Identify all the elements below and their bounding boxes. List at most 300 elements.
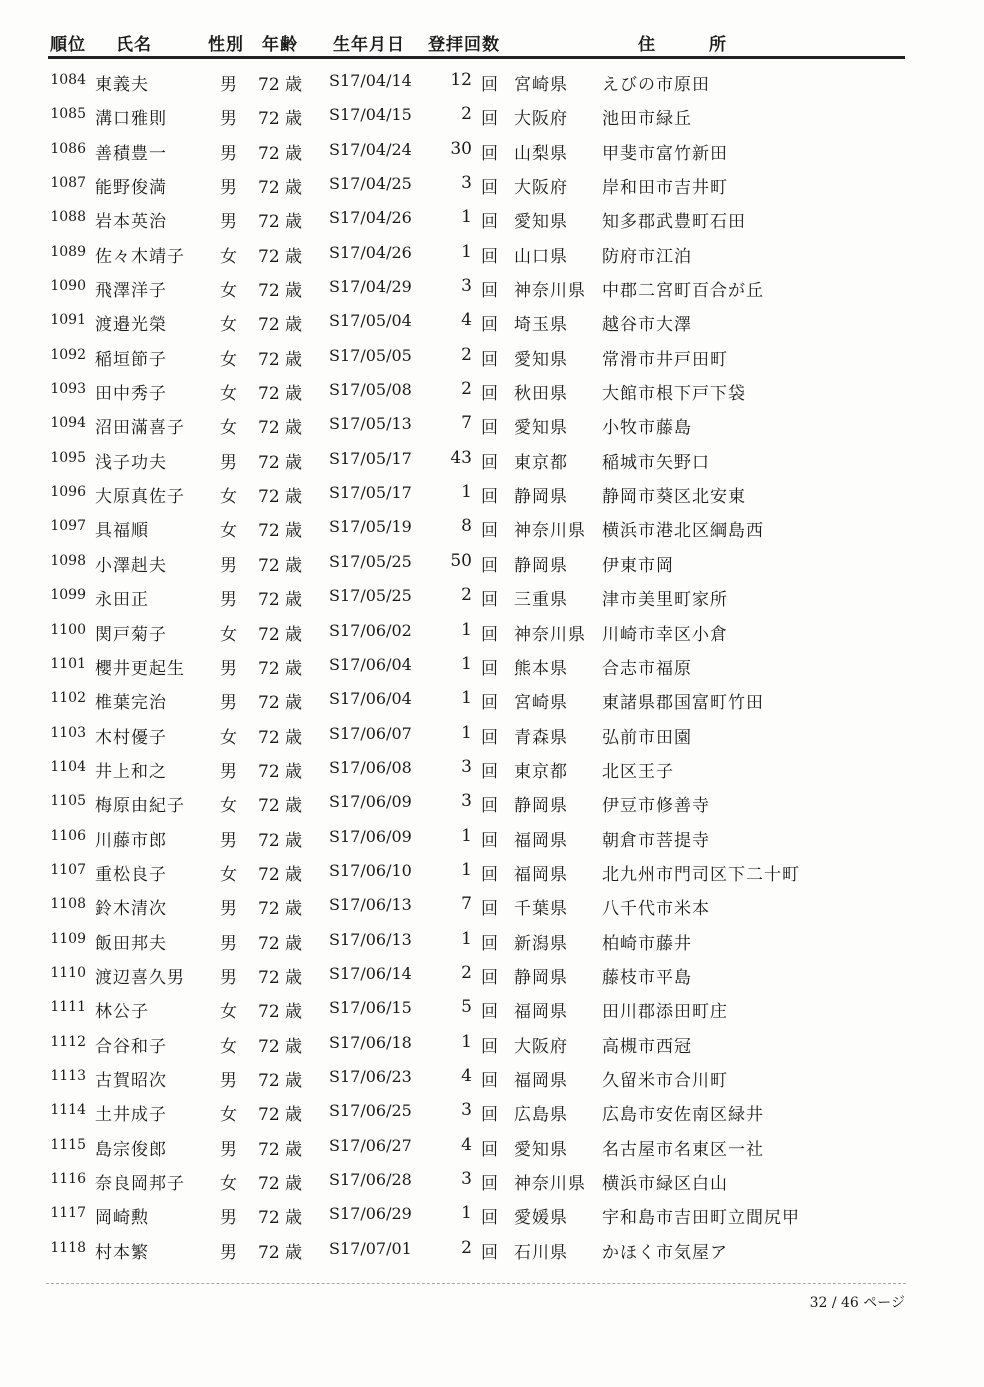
row-name: 東義夫 — [95, 75, 149, 95]
row-count: 7 — [461, 894, 472, 915]
row-prefecture: 愛知県 — [514, 1139, 568, 1160]
table-row — [0, 304, 984, 338]
row-birth: S17/06/23 — [329, 1066, 412, 1086]
row-count: 1 — [461, 688, 472, 709]
row-name: 櫻井更起生 — [95, 658, 185, 679]
row-count: 4 — [461, 310, 472, 331]
row-sex: 男 — [220, 109, 237, 130]
row-count-unit: 回 — [481, 418, 498, 439]
table-row — [0, 614, 984, 648]
header-rank: 順位 — [50, 35, 86, 55]
row-rank: 1094 — [50, 415, 86, 432]
table-row — [0, 923, 984, 957]
row-count-unit: 回 — [481, 967, 498, 988]
row-sex: 女 — [220, 1105, 237, 1126]
row-name: 永田正 — [95, 590, 149, 611]
row-city: 東諸県郡国富町竹田 — [602, 693, 764, 714]
row-count: 1 — [461, 619, 472, 640]
row-city: 朝倉市菩提寺 — [602, 830, 710, 851]
row-rank: 1117 — [50, 1205, 86, 1222]
row-birth: S17/06/13 — [329, 929, 412, 949]
row-rank: 1086 — [50, 140, 86, 157]
row-count-unit: 回 — [481, 761, 498, 782]
row-birth: S17/06/13 — [329, 895, 412, 915]
row-birth: S17/04/29 — [329, 277, 412, 297]
row-count-unit: 回 — [481, 1105, 498, 1126]
row-prefecture: 青森県 — [514, 727, 568, 748]
row-prefecture: 愛知県 — [514, 349, 568, 370]
row-age: 72 歳 — [258, 658, 303, 679]
row-sex: 男 — [220, 143, 237, 164]
row-name: 飯田邦夫 — [95, 933, 167, 954]
row-count: 2 — [461, 379, 472, 400]
row-name: 沼田滿喜子 — [95, 418, 185, 439]
row-count-unit: 回 — [481, 1139, 498, 1160]
row-count: 4 — [461, 1134, 472, 1155]
row-age: 72 歳 — [258, 864, 303, 885]
row-name: 溝口雅則 — [95, 109, 167, 130]
row-sex: 男 — [220, 1070, 237, 1091]
row-sex: 女 — [220, 384, 237, 405]
row-count-unit: 回 — [481, 1208, 498, 1229]
row-prefecture: 静岡県 — [514, 487, 568, 508]
row-prefecture: 神奈川県 — [514, 281, 586, 302]
row-city: 久留米市合川町 — [602, 1070, 728, 1091]
row-sex: 女 — [220, 1174, 237, 1194]
row-city: 川崎市幸区小倉 — [602, 624, 728, 645]
row-rank: 1099 — [50, 587, 86, 604]
row-sex: 女 — [220, 349, 237, 370]
footer-divider — [46, 1283, 906, 1284]
row-count-unit: 回 — [481, 75, 498, 95]
row-birth: S17/04/26 — [329, 208, 412, 228]
row-birth: S17/06/02 — [329, 620, 412, 640]
row-name: 田中秀子 — [95, 384, 167, 405]
row-birth: S17/06/25 — [329, 1101, 412, 1121]
row-age: 72 歳 — [258, 1002, 303, 1023]
row-count: 1 — [461, 241, 472, 262]
row-sex: 女 — [220, 246, 237, 267]
row-sex: 女 — [220, 864, 237, 885]
row-age: 72 歳 — [258, 555, 303, 576]
row-count-unit: 回 — [481, 281, 498, 302]
row-age: 72 歳 — [258, 452, 303, 473]
table-row — [0, 1060, 984, 1094]
row-city: 合志市福原 — [602, 658, 692, 679]
row-age: 72 歳 — [258, 143, 303, 164]
table-row — [0, 64, 984, 98]
row-city: 弘前市田園 — [602, 727, 692, 748]
row-rank: 1112 — [50, 1033, 86, 1050]
row-city: 稲城市矢野口 — [602, 452, 710, 473]
row-sex: 男 — [220, 761, 237, 782]
row-city: 甲斐市富竹新田 — [602, 143, 728, 164]
row-rank: 1087 — [50, 175, 86, 192]
row-name: 椎葉完治 — [95, 693, 167, 714]
row-count-unit: 回 — [481, 727, 498, 748]
row-sex: 男 — [220, 899, 237, 920]
row-age: 72 歳 — [258, 418, 303, 439]
row-prefecture: 新潟県 — [514, 933, 568, 954]
row-count-unit: 回 — [481, 555, 498, 576]
table-row — [0, 1129, 984, 1163]
table-row — [0, 751, 984, 785]
row-prefecture: 秋田県 — [514, 384, 568, 405]
row-city: 八千代市米本 — [602, 899, 710, 920]
table-row — [0, 648, 984, 682]
row-sex: 女 — [220, 281, 237, 302]
row-rank: 1118 — [50, 1239, 86, 1256]
row-birth: S17/04/25 — [329, 174, 412, 194]
row-birth: S17/05/08 — [329, 380, 412, 400]
row-sex: 男 — [220, 555, 237, 576]
row-city: 宇和島市吉田町立間尻甲 — [602, 1208, 800, 1229]
row-count-unit: 回 — [481, 1242, 498, 1263]
row-prefecture: 東京都 — [514, 452, 568, 473]
table-row — [0, 373, 984, 407]
row-birth: S17/05/25 — [329, 551, 412, 571]
row-count: 3 — [461, 276, 472, 297]
row-city: 常滑市井戸田町 — [602, 349, 728, 370]
row-birth: S17/06/29 — [329, 1204, 412, 1224]
row-rank: 1115 — [50, 1136, 86, 1153]
row-name: 飛澤洋子 — [95, 281, 167, 302]
row-birth: S17/06/28 — [329, 1170, 412, 1189]
row-prefecture: 神奈川県 — [514, 521, 586, 542]
row-sex: 男 — [220, 933, 237, 954]
row-birth: S17/05/13 — [329, 414, 412, 434]
row-sex: 男 — [220, 1242, 237, 1263]
row-birth: S17/06/14 — [329, 963, 412, 983]
row-count: 3 — [461, 1169, 472, 1189]
row-city: 伊豆市修善寺 — [602, 796, 710, 817]
table-row — [0, 98, 984, 132]
row-count-unit: 回 — [481, 315, 498, 336]
row-age: 72 歳 — [258, 1139, 303, 1160]
row-birth: S17/06/04 — [329, 654, 412, 674]
row-age: 72 歳 — [258, 1105, 303, 1126]
row-count-unit: 回 — [481, 521, 498, 542]
row-rank: 1107 — [50, 861, 86, 878]
row-count: 1 — [461, 1031, 472, 1052]
row-birth: S17/06/27 — [329, 1135, 412, 1155]
row-age: 72 歳 — [258, 830, 303, 851]
row-age: 72 歳 — [258, 1070, 303, 1091]
table-row — [0, 1094, 984, 1128]
table-row — [0, 991, 984, 1025]
row-city: 高槻市西冠 — [602, 1036, 692, 1057]
table-row — [0, 167, 984, 201]
row-birth: S17/06/18 — [329, 1032, 412, 1052]
row-prefecture: 山梨県 — [514, 143, 568, 164]
row-age: 72 歳 — [258, 796, 303, 817]
table-row — [0, 888, 984, 922]
row-rank: 1102 — [50, 690, 86, 707]
table-row — [0, 442, 984, 476]
row-age: 72 歳 — [258, 315, 303, 336]
table-row — [0, 579, 984, 613]
row-name: 関戸菊子 — [95, 624, 167, 645]
row-birth: S17/06/07 — [329, 723, 412, 743]
row-prefecture: 埼玉県 — [514, 315, 568, 336]
row-city: 柏崎市藤井 — [602, 933, 692, 954]
row-prefecture: 宮崎県 — [514, 75, 568, 95]
row-birth: S17/06/09 — [329, 792, 412, 812]
row-city: 名古屋市名東区一社 — [602, 1139, 764, 1160]
row-name: 島宗俊郎 — [95, 1139, 167, 1160]
row-count: 43 — [450, 447, 472, 468]
row-city: 中郡二宮町百合が丘 — [602, 281, 764, 302]
row-birth: S17/06/09 — [329, 826, 412, 846]
row-count-unit: 回 — [481, 452, 498, 473]
table-row — [0, 133, 984, 167]
row-count-unit: 回 — [481, 1174, 498, 1194]
table-row — [0, 957, 984, 991]
row-count-unit: 回 — [481, 624, 498, 645]
row-rank: 1091 — [50, 312, 86, 329]
row-count: 12 — [450, 70, 472, 90]
row-rank: 1103 — [50, 724, 86, 741]
row-name: 川藤市郎 — [95, 830, 167, 851]
row-count: 2 — [461, 1237, 472, 1258]
table-row — [0, 820, 984, 854]
table-row — [0, 476, 984, 510]
row-city: 岸和田市吉井町 — [602, 178, 728, 199]
table-row — [0, 1026, 984, 1060]
row-sex: 女 — [220, 624, 237, 645]
row-age: 72 歳 — [258, 109, 303, 130]
row-sex: 男 — [220, 75, 237, 95]
header-birth: 生年月日 — [333, 35, 405, 55]
table-row — [0, 407, 984, 441]
table-row — [0, 236, 984, 270]
row-age: 72 歳 — [258, 761, 303, 782]
row-count: 1 — [461, 928, 472, 949]
row-name: 浅子功夫 — [95, 452, 167, 473]
row-age: 72 歳 — [258, 1208, 303, 1229]
row-count: 1 — [461, 859, 472, 880]
row-age: 72 歳 — [258, 212, 303, 233]
row-sex: 男 — [220, 693, 237, 714]
row-sex: 女 — [220, 315, 237, 336]
row-prefecture: 石川県 — [514, 1242, 568, 1263]
row-name: 林公子 — [95, 1002, 149, 1023]
row-count: 50 — [450, 550, 472, 571]
table-header — [50, 30, 905, 56]
row-age: 72 歳 — [258, 246, 303, 267]
row-birth: S17/05/17 — [329, 448, 412, 468]
row-birth: S17/06/15 — [329, 998, 412, 1018]
page-number: 32 / 46 ページ — [809, 1295, 905, 1311]
row-count-unit: 回 — [481, 693, 498, 714]
row-sex: 女 — [220, 487, 237, 508]
row-age: 72 歳 — [258, 281, 303, 302]
row-name: 具福順 — [95, 521, 149, 542]
row-name: 大原真佐子 — [95, 487, 185, 508]
header-name: 氏名 — [116, 35, 152, 55]
row-rank: 1113 — [50, 1067, 86, 1084]
row-prefecture: 千葉県 — [514, 899, 568, 920]
row-rank: 1110 — [50, 964, 86, 981]
row-sex: 男 — [220, 658, 237, 679]
row-name: 奈良岡邦子 — [95, 1174, 185, 1194]
row-sex: 男 — [220, 967, 237, 988]
table-row — [0, 1232, 984, 1266]
row-count-unit: 回 — [481, 1070, 498, 1091]
row-rank: 1096 — [50, 484, 86, 501]
table-row — [0, 1163, 984, 1197]
row-count-unit: 回 — [481, 658, 498, 679]
row-city: 津市美里町家所 — [602, 590, 728, 611]
row-rank: 1109 — [50, 930, 86, 947]
row-prefecture: 熊本県 — [514, 658, 568, 679]
row-rank: 1116 — [50, 1171, 86, 1187]
row-sex: 女 — [220, 1036, 237, 1057]
row-city: 藤枝市平島 — [602, 967, 692, 988]
row-name: 稲垣節子 — [95, 349, 167, 370]
row-count-unit: 回 — [481, 933, 498, 954]
row-city: 北区王子 — [602, 761, 674, 782]
row-name: 合谷和子 — [95, 1036, 167, 1057]
row-rank: 1092 — [50, 346, 86, 363]
row-count-unit: 回 — [481, 246, 498, 267]
row-sex: 男 — [220, 1139, 237, 1160]
row-rank: 1114 — [50, 1102, 86, 1119]
table-row — [0, 339, 984, 373]
row-count: 2 — [461, 104, 472, 125]
row-age: 72 歳 — [258, 1174, 303, 1194]
table-row — [0, 854, 984, 888]
row-prefecture: 東京都 — [514, 761, 568, 782]
header-sex: 性別 — [208, 35, 244, 55]
row-sex: 男 — [220, 1208, 237, 1229]
row-prefecture: 福岡県 — [514, 1002, 568, 1023]
row-prefecture: 大阪府 — [514, 1036, 568, 1057]
row-city: 横浜市緑区白山 — [602, 1174, 728, 1194]
row-city: 北九州市門司区下二十町 — [602, 864, 800, 885]
row-name: 善積豊一 — [95, 143, 167, 164]
row-birth: S17/05/17 — [329, 483, 412, 503]
table-row — [0, 510, 984, 544]
row-prefecture: 福岡県 — [514, 864, 568, 885]
row-rank: 1093 — [50, 381, 86, 398]
row-name: 重松良子 — [95, 864, 167, 885]
row-sex: 男 — [220, 590, 237, 611]
row-prefecture: 静岡県 — [514, 967, 568, 988]
row-rank: 1089 — [50, 243, 86, 260]
row-sex: 男 — [220, 452, 237, 473]
row-prefecture: 静岡県 — [514, 796, 568, 817]
row-prefecture: 大阪府 — [514, 178, 568, 199]
row-birth: S17/06/08 — [329, 757, 412, 777]
row-city: 田川郡添田町庄 — [602, 1002, 728, 1023]
row-prefecture: 大阪府 — [514, 109, 568, 130]
row-count: 1 — [461, 653, 472, 674]
row-city: 池田市緑丘 — [602, 109, 692, 130]
row-city: 横浜市港北区綱島西 — [602, 521, 764, 542]
row-prefecture: 宮崎県 — [514, 693, 568, 714]
table-row — [0, 717, 984, 751]
row-prefecture: 福岡県 — [514, 830, 568, 851]
row-rank: 1084 — [50, 72, 86, 88]
row-sex: 女 — [220, 796, 237, 817]
row-rank: 1085 — [50, 106, 86, 123]
row-prefecture: 山口県 — [514, 246, 568, 267]
row-age: 72 歳 — [258, 521, 303, 542]
row-age: 72 歳 — [258, 384, 303, 405]
row-prefecture: 愛媛県 — [514, 1208, 568, 1229]
row-name: 古賀昭次 — [95, 1070, 167, 1091]
row-age: 72 歳 — [258, 349, 303, 370]
table-row — [0, 785, 984, 819]
row-count-unit: 回 — [481, 178, 498, 199]
row-count-unit: 回 — [481, 830, 498, 851]
row-rank: 1100 — [50, 621, 86, 638]
row-name: 土井成子 — [95, 1105, 167, 1126]
row-birth: S17/05/05 — [329, 345, 412, 365]
row-prefecture: 三重県 — [514, 590, 568, 611]
row-city: えびの市原田 — [602, 75, 710, 95]
header-count: 登拝回数 — [428, 35, 500, 55]
row-rank: 1097 — [50, 518, 86, 535]
row-prefecture: 愛知県 — [514, 418, 568, 439]
row-sex: 女 — [220, 521, 237, 542]
row-birth: S17/06/10 — [329, 860, 412, 880]
row-age: 72 歳 — [258, 967, 303, 988]
row-count-unit: 回 — [481, 1002, 498, 1023]
row-count: 3 — [461, 1100, 472, 1121]
row-count-unit: 回 — [481, 349, 498, 370]
row-age: 72 歳 — [258, 1036, 303, 1057]
table-row — [0, 1197, 984, 1231]
row-count-unit: 回 — [481, 796, 498, 817]
row-sex: 女 — [220, 727, 237, 748]
row-name: 小澤赳夫 — [95, 555, 167, 576]
row-birth: S17/04/15 — [329, 105, 412, 125]
row-count-unit: 回 — [481, 590, 498, 611]
row-age: 72 歳 — [258, 590, 303, 611]
row-city: かほく市気屋ア — [602, 1242, 728, 1263]
row-name: 能野俊満 — [95, 178, 167, 199]
row-count-unit: 回 — [481, 1036, 498, 1057]
row-age: 72 歳 — [258, 693, 303, 714]
row-count: 2 — [461, 344, 472, 365]
row-city: 小牧市藤島 — [602, 418, 692, 439]
row-birth: S17/05/19 — [329, 517, 412, 537]
row-rank: 1104 — [50, 758, 86, 775]
row-sex: 男 — [220, 212, 237, 233]
row-city: 広島市安佐南区緑井 — [602, 1105, 764, 1126]
row-count: 8 — [461, 516, 472, 537]
table-row — [0, 270, 984, 304]
table-body — [0, 64, 984, 1266]
row-count: 3 — [461, 791, 472, 812]
row-birth: S17/04/26 — [329, 242, 412, 262]
row-age: 72 歳 — [258, 899, 303, 920]
row-count-unit: 回 — [481, 899, 498, 920]
row-city: 知多郡武豊町石田 — [602, 212, 746, 233]
row-age: 72 歳 — [258, 487, 303, 508]
row-count: 7 — [461, 413, 472, 434]
row-rank: 1111 — [50, 999, 86, 1016]
row-prefecture: 静岡県 — [514, 555, 568, 576]
row-count-unit: 回 — [481, 384, 498, 405]
row-count: 1 — [461, 825, 472, 846]
row-sex: 男 — [220, 830, 237, 851]
row-count-unit: 回 — [481, 109, 498, 130]
row-age: 72 歳 — [258, 624, 303, 645]
row-sex: 男 — [220, 178, 237, 199]
